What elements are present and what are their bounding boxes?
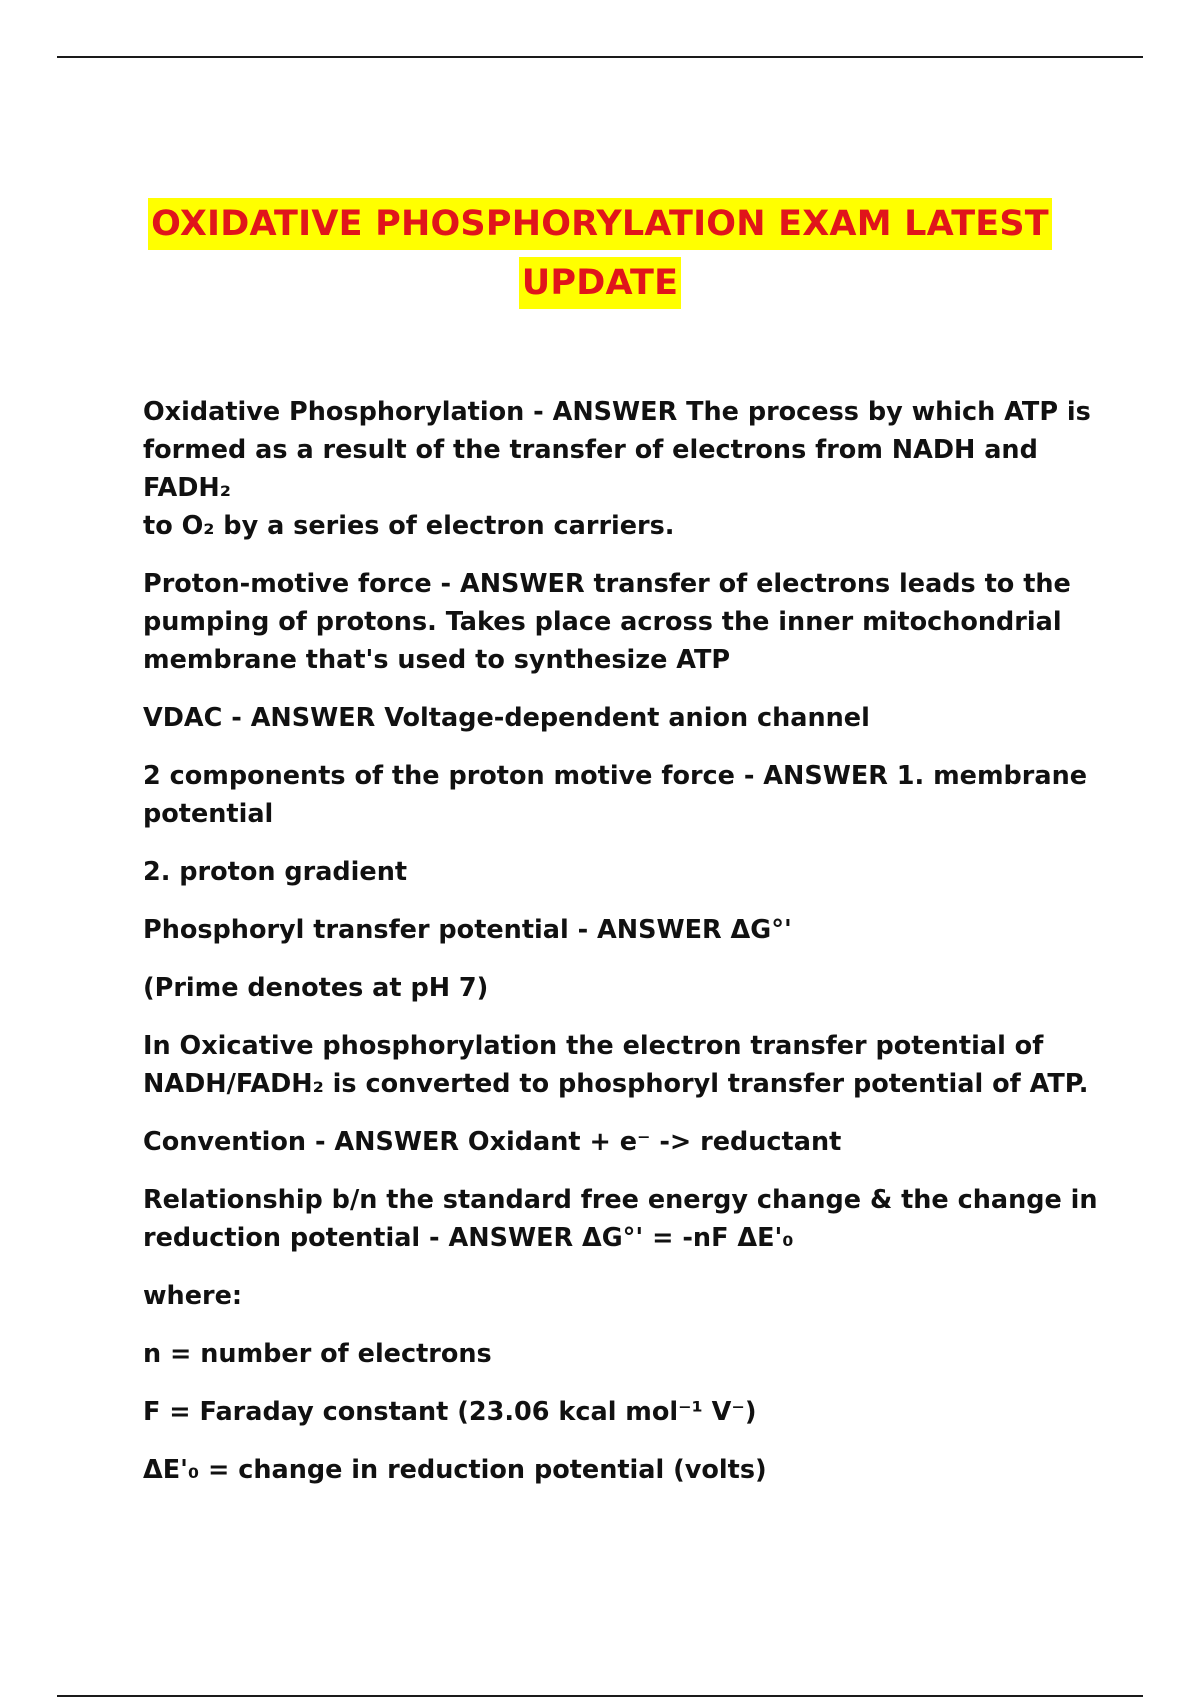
- qa-paragraph: [143, 1027, 1103, 1103]
- paragraph-line: formed as a result of the transfer of electrons from NADH and FADH₂: [143, 435, 1047, 503]
- paragraph-line: In Oxicative phosphorylation the electron transfer potential of: [143, 1031, 1044, 1061]
- qa-paragraph: [143, 757, 1103, 833]
- qa-paragraph: [143, 853, 1103, 891]
- paragraph-line: Relationship b/n the standard free energy change & the change in: [143, 1185, 1098, 1215]
- title-line-1: OXIDATIVE PHOSPHORYLATION EXAM LATEST: [148, 198, 1052, 250]
- paragraph-line: F = Faraday constant (23.06 kcal mol⁻¹ V⁻): [143, 1397, 757, 1427]
- paragraph-line: Proton-motive force - ANSWER transfer of electrons leads to the: [143, 569, 1071, 599]
- paragraph-line: Oxidative Phosphorylation - ANSWER The process by which ATP is: [143, 397, 1091, 427]
- paragraph-line: to O₂ by a series of electron carriers.: [143, 511, 675, 541]
- paragraph-line: 2 components of the proton motive force - ANSWER 1. membrane: [143, 761, 1088, 791]
- paragraph-line: potential: [143, 799, 274, 829]
- paragraph-line: n = number of electrons: [143, 1339, 492, 1369]
- qa-paragraph: [143, 1451, 1103, 1489]
- paragraph-line: membrane that's used to synthesize ATP: [143, 645, 731, 675]
- paragraph-line: reduction potential - ANSWER ΔG°' = -nF ΔE'₀: [143, 1223, 794, 1253]
- title-line-2: UPDATE: [519, 257, 681, 309]
- qa-paragraph: [143, 969, 1103, 1007]
- bottom-horizontal-rule: [57, 1695, 1143, 1697]
- paragraph-line: 2. proton gradient: [143, 857, 408, 887]
- qa-paragraph: [143, 393, 1103, 545]
- paragraph-line: (Prime denotes at pH 7): [143, 973, 489, 1003]
- paragraph-line: NADH/FADH₂ is converted to phosphoryl transfer potential of ATP.: [143, 1069, 1089, 1099]
- qa-paragraph: [143, 699, 1103, 737]
- paragraph-line: Convention - ANSWER Oxidant + e⁻ -> reductant: [143, 1127, 842, 1157]
- qa-paragraph: [143, 1277, 1103, 1315]
- paragraph-line: Phosphoryl transfer potential - ANSWER ΔG°': [143, 915, 792, 945]
- paragraph-line: pumping of protons. Takes place across the inner mitochondrial: [143, 607, 1062, 637]
- document-body: [143, 393, 1103, 1509]
- qa-paragraph: [143, 1393, 1103, 1431]
- qa-paragraph: [143, 1123, 1103, 1161]
- paragraph-line: ΔE'₀ = change in reduction potential (volts): [143, 1455, 767, 1485]
- document-title: [0, 198, 1200, 316]
- title-row-1: [0, 198, 1200, 257]
- qa-paragraph: [143, 911, 1103, 949]
- title-row-2: [0, 257, 1200, 316]
- top-horizontal-rule: [57, 56, 1143, 58]
- qa-paragraph: [143, 1335, 1103, 1373]
- qa-paragraph: [143, 1181, 1103, 1257]
- paragraph-line: where:: [143, 1281, 243, 1311]
- paragraph-line: VDAC - ANSWER Voltage-dependent anion channel: [143, 703, 870, 733]
- qa-paragraph: [143, 565, 1103, 679]
